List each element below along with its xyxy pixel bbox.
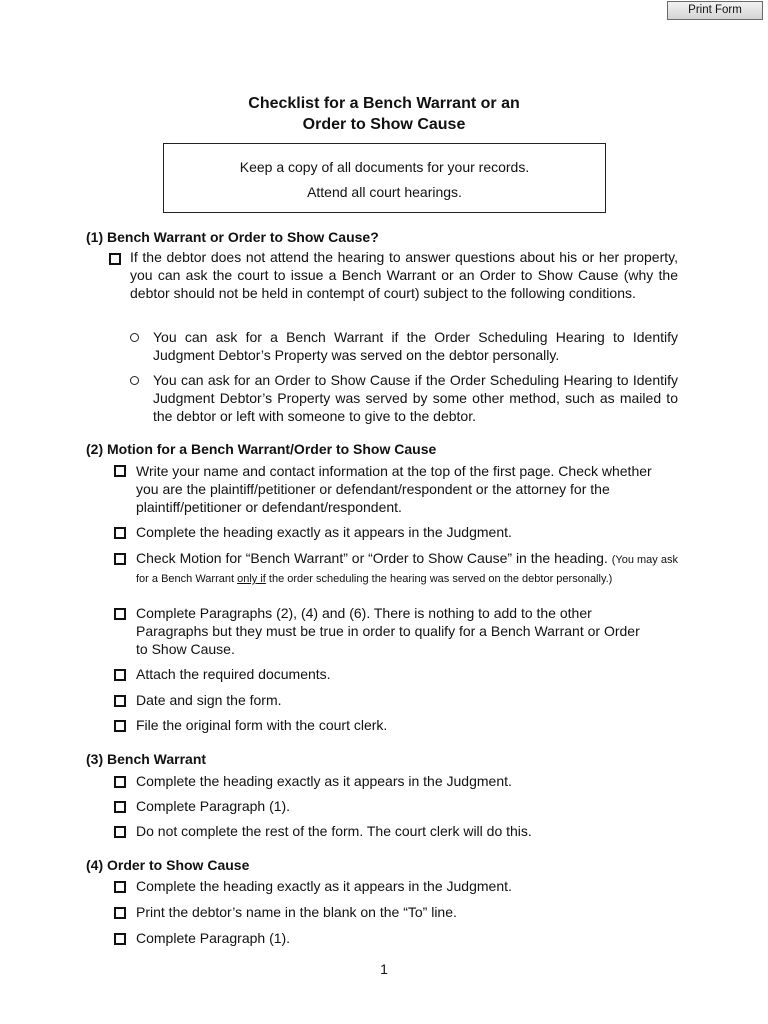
section-heading-3: (3) Bench Warrant <box>86 751 207 767</box>
note-text-end: the order scheduling the hearing was served on the debtor personally.) <box>265 573 613 585</box>
checkbox-icon[interactable] <box>114 776 126 788</box>
checkbox-icon[interactable] <box>114 720 126 732</box>
checklist-item: Complete Paragraph (1). <box>136 798 291 814</box>
checkbox-icon[interactable] <box>114 907 126 919</box>
checkbox-icon[interactable] <box>114 695 126 707</box>
checkbox-icon[interactable] <box>114 465 126 477</box>
checklist-item: Complete Paragraph (1). <box>136 930 291 946</box>
section-heading-4: (4) Order to Show Cause <box>86 857 250 873</box>
print-form-button[interactable]: Print Form <box>667 1 763 20</box>
hollow-bullet-icon <box>130 333 139 342</box>
checkbox-icon[interactable] <box>114 826 126 838</box>
checklist-item <box>136 549 678 587</box>
section-heading-2: (2) Motion for a Bench Warrant/Order to Show Cause <box>86 441 437 457</box>
sub-item: You can ask for a Bench Warrant if the Order Scheduling Hearing to Identify Judgment Debtor’s Property was served on the debtor personally. <box>153 329 678 363</box>
page-title <box>0 93 768 135</box>
sub-item: You can ask for an Order to Show Cause if the Order Scheduling Hearing to Identify Judgment Debtor’s Property was served by some other method, such as mailed to the debtor or left with someone to give to the debtor. <box>153 372 678 424</box>
checkbox-icon[interactable] <box>114 527 126 539</box>
page-number: 1 <box>380 961 388 977</box>
checklist-item: Write your name and contact information at the top of the first page. Check whether you are the plaintiff/petitioner or defendant/respondent or the attorney for the plaintiff/petitioner or defendant/respondent. <box>136 463 652 515</box>
section-heading-1: (1) Bench Warrant or Order to Show Cause? <box>86 229 379 245</box>
checkbox-icon[interactable] <box>109 253 121 265</box>
checklist-item: Complete Paragraphs (2), (4) and (6). There is nothing to add to the other Paragraphs but they must be true in order to qualify for a Bench Warrant or Order to Show Cause. <box>136 605 640 657</box>
title-line-1: Checklist for a Bench Warrant or an <box>248 95 520 112</box>
checkbox-icon[interactable] <box>114 553 126 565</box>
checklist-item: If the debtor does not attend the hearing to answer questions about his or her property, you can ask the court to issue a Bench Warrant or an Order to Show Cause (why the debtor should not be held in contempt of court) subject to the following conditions. <box>130 249 678 301</box>
checkbox-icon[interactable] <box>114 881 126 893</box>
checklist-item: Complete the heading exactly as it appears in the Judgment. <box>136 524 512 540</box>
note-open: ( <box>611 554 616 566</box>
checklist-item-text: Check Motion for “Bench Warrant” or “Order to Show Cause” in the heading. <box>136 550 608 566</box>
checklist-item: Complete the heading exactly as it appears in the Judgment. <box>136 878 512 894</box>
checklist-item: Do not complete the rest of the form. The court clerk will do this. <box>136 823 532 839</box>
notice-line-1: Keep a copy of all documents for your records. <box>239 159 530 175</box>
checkbox-icon[interactable] <box>114 608 126 620</box>
checklist-item: Complete the heading exactly as it appears in the Judgment. <box>136 773 512 789</box>
notice-box <box>163 143 606 213</box>
checkbox-icon[interactable] <box>114 669 126 681</box>
notice-line-2: Attend all court hearings. <box>307 184 462 200</box>
checklist-item: Attach the required documents. <box>136 666 331 682</box>
checklist-item: Date and sign the form. <box>136 692 282 708</box>
title-line-2: Order to Show Cause <box>302 116 466 133</box>
note-text: You may ask for a Bench Warrant <box>136 554 678 585</box>
checklist-item: Print the debtor’s name in the blank on the “To” line. <box>136 904 457 920</box>
hollow-bullet-icon <box>130 376 139 385</box>
checkbox-icon[interactable] <box>114 933 126 945</box>
checklist-item: File the original form with the court clerk. <box>136 717 388 733</box>
note-emphasis: only if <box>237 573 266 585</box>
checkbox-icon[interactable] <box>114 801 126 813</box>
